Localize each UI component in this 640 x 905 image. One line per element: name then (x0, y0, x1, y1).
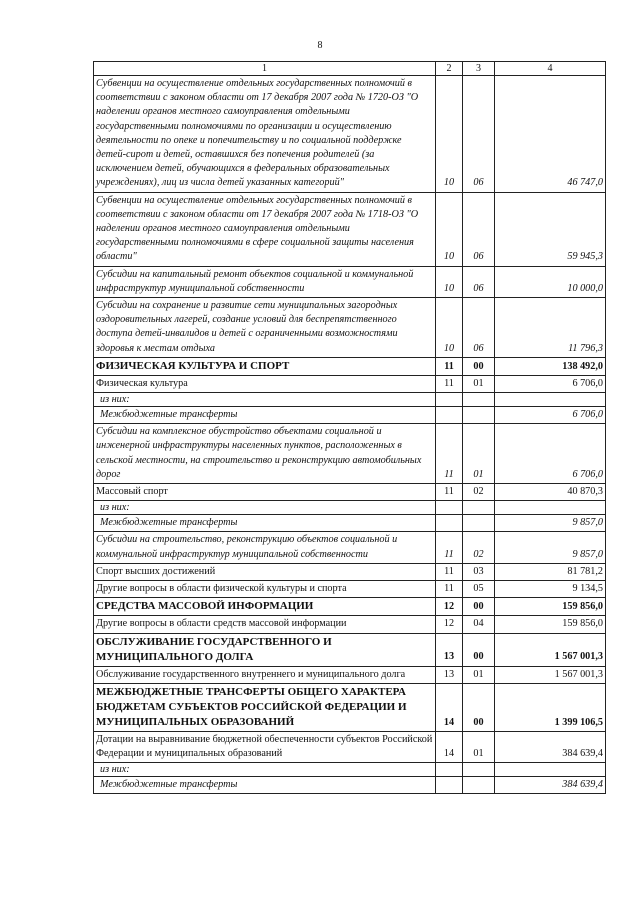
row-subsection-code (463, 407, 495, 424)
column-header: 3 (463, 62, 495, 76)
row-subsection-code: 03 (463, 563, 495, 580)
column-header: 4 (495, 62, 606, 76)
row-subsection-code (463, 393, 495, 407)
row-subsection-code: 05 (463, 581, 495, 598)
row-description: Дотации на выравнивание бюджетной обеспеченности субъектов Российской Федерации и муниципальных образований (94, 731, 436, 762)
row-amount: 9 857,0 (495, 532, 606, 563)
row-amount: 138 492,0 (495, 357, 606, 375)
table-row (94, 731, 606, 762)
row-subsection-code: 06 (463, 266, 495, 297)
row-section-code: 11 (436, 563, 463, 580)
row-description: Межбюджетные трансферты (94, 407, 436, 424)
row-amount: 9 857,0 (495, 515, 606, 532)
row-section-code (436, 407, 463, 424)
row-section-code: 10 (436, 76, 463, 193)
table-row (94, 666, 606, 683)
row-section-code: 12 (436, 598, 463, 616)
budget-table (93, 61, 606, 794)
row-amount: 11 796,3 (495, 298, 606, 358)
row-section-code: 13 (436, 633, 463, 666)
row-subsection-code: 06 (463, 192, 495, 266)
row-amount: 1 567 001,3 (495, 666, 606, 683)
section-row (94, 683, 606, 731)
row-description: из них: (94, 763, 436, 777)
row-subsection-code: 00 (463, 357, 495, 375)
row-subsection-code: 01 (463, 731, 495, 762)
row-amount: 6 706,0 (495, 424, 606, 484)
row-section-code: 11 (436, 375, 463, 392)
row-subsection-code: 02 (463, 484, 495, 501)
row-subsection-code (463, 777, 495, 794)
row-description: Межбюджетные трансферты (94, 515, 436, 532)
row-amount: 9 134,5 (495, 581, 606, 598)
row-description: из них: (94, 393, 436, 407)
row-amount: 384 639,4 (495, 777, 606, 794)
row-description: Субвенции на осуществление отдельных государственных полномочий в соответствии с законом области от 17 декабря 2007 года № 1720-ОЗ "О наделении органов местного самоуправления отдельными государственными полномочиями по организации и осуществлению деятельности по опеке и попечительству и по социальной поддержке детей-сирот и детей, оставшихся без попечения родителей (за исключением детей, обучающихся в федеральных образовательных учреждениях), лиц из числа детей указанных категорий" (94, 76, 436, 193)
row-subsection-code: 01 (463, 375, 495, 392)
row-description: Обслуживание государственного внутреннего и муниципального долга (94, 666, 436, 683)
row-subsection-code: 00 (463, 683, 495, 731)
row-amount (495, 393, 606, 407)
row-section-code: 11 (436, 424, 463, 484)
row-description: Субсидии на сохранение и развитие сети муниципальных загородных оздоровительных лагерей, создание условий для беспрепятственного доступа детей-инвалидов и детей с ограниченными возможностями здоровья к местам отдыха (94, 298, 436, 358)
table-row (94, 484, 606, 501)
row-description: Субсидии на комплексное обустройство объектами социальной и инженерной инфраструктуры населенных пунктов, расположенных в сельской местности, на строительство и реконструкцию автомобильных дорог (94, 424, 436, 484)
table-row (94, 532, 606, 563)
row-amount (495, 501, 606, 515)
table-header-row (94, 62, 606, 76)
row-description: Межбюджетные трансферты (94, 777, 436, 794)
section-row (94, 633, 606, 666)
column-header: 1 (94, 62, 436, 76)
row-subsection-code: 06 (463, 76, 495, 193)
section-title: ФИЗИЧЕСКАЯ КУЛЬТУРА И СПОРТ (94, 357, 436, 375)
table-row (94, 375, 606, 392)
row-amount: 6 706,0 (495, 375, 606, 392)
row-section-code: 10 (436, 192, 463, 266)
section-row (94, 357, 606, 375)
row-subsection-code: 02 (463, 532, 495, 563)
row-section-code: 12 (436, 616, 463, 633)
row-subsection-code (463, 501, 495, 515)
row-section-code: 11 (436, 581, 463, 598)
row-amount (495, 763, 606, 777)
row-amount: 384 639,4 (495, 731, 606, 762)
row-subsection-code: 00 (463, 633, 495, 666)
row-section-code: 14 (436, 683, 463, 731)
table-row (94, 581, 606, 598)
row-amount: 40 870,3 (495, 484, 606, 501)
table-row (94, 192, 606, 266)
row-amount: 1 399 106,5 (495, 683, 606, 731)
row-amount: 159 856,0 (495, 598, 606, 616)
table-row (94, 501, 606, 515)
row-description: Субвенции на осуществление отдельных государственных полномочий в соответствии с законом области от 17 декабря 2007 года № 1718-ОЗ "О наделении органов местного самоуправления отдельными государственными полномочиями в сфере социальной защиты населения области" (94, 192, 436, 266)
row-amount: 59 945,3 (495, 192, 606, 266)
row-section-code (436, 763, 463, 777)
row-description: Спорт высших достижений (94, 563, 436, 580)
row-section-code: 13 (436, 666, 463, 683)
row-section-code (436, 777, 463, 794)
row-amount: 10 000,0 (495, 266, 606, 297)
table-row (94, 407, 606, 424)
table-row (94, 563, 606, 580)
column-header: 2 (436, 62, 463, 76)
table-row (94, 76, 606, 193)
table-row (94, 424, 606, 484)
row-description: Массовый спорт (94, 484, 436, 501)
row-section-code (436, 501, 463, 515)
row-description: Субсидии на капитальный ремонт объектов социальной и коммунальной инфраструктур муниципальной собственности (94, 266, 436, 297)
table-row (94, 616, 606, 633)
row-section-code: 10 (436, 266, 463, 297)
table-row (94, 763, 606, 777)
row-section-code: 14 (436, 731, 463, 762)
row-description: Субсидии на строительство, реконструкцию объектов социальной и коммунальной инфраструктур муниципальной собственности (94, 532, 436, 563)
row-description: из них: (94, 501, 436, 515)
table-row (94, 777, 606, 794)
row-amount: 81 781,2 (495, 563, 606, 580)
table-row (94, 393, 606, 407)
page-number: 8 (317, 40, 323, 51)
row-subsection-code: 04 (463, 616, 495, 633)
row-section-code: 10 (436, 298, 463, 358)
row-subsection-code: 01 (463, 666, 495, 683)
row-amount: 159 856,0 (495, 616, 606, 633)
row-section-code (436, 515, 463, 532)
row-subsection-code: 06 (463, 298, 495, 358)
row-description: Физическая культура (94, 375, 436, 392)
row-section-code: 11 (436, 484, 463, 501)
row-section-code: 11 (436, 532, 463, 563)
section-title: МЕЖБЮДЖЕТНЫЕ ТРАНСФЕРТЫ ОБЩЕГО ХАРАКТЕРА БЮДЖЕТАМ СУБЪЕКТОВ РОССИЙСКОЙ ФЕДЕРАЦИИ И МУНИЦИПАЛЬНЫХ ОБРАЗОВАНИЙ (94, 683, 436, 731)
row-subsection-code: 00 (463, 598, 495, 616)
section-row (94, 598, 606, 616)
row-subsection-code (463, 763, 495, 777)
row-description: Другие вопросы в области средств массовой информации (94, 616, 436, 633)
section-title: СРЕДСТВА МАССОВОЙ ИНФОРМАЦИИ (94, 598, 436, 616)
section-title: ОБСЛУЖИВАНИЕ ГОСУДАРСТВЕННОГО И МУНИЦИПАЛЬНОГО ДОЛГА (94, 633, 436, 666)
row-amount: 6 706,0 (495, 407, 606, 424)
row-section-code (436, 393, 463, 407)
row-section-code: 11 (436, 357, 463, 375)
table-row (94, 298, 606, 358)
table-row (94, 266, 606, 297)
row-subsection-code: 01 (463, 424, 495, 484)
table-row (94, 515, 606, 532)
row-description: Другие вопросы в области физической культуры и спорта (94, 581, 436, 598)
row-subsection-code (463, 515, 495, 532)
row-amount: 46 747,0 (495, 76, 606, 193)
row-amount: 1 567 001,3 (495, 633, 606, 666)
